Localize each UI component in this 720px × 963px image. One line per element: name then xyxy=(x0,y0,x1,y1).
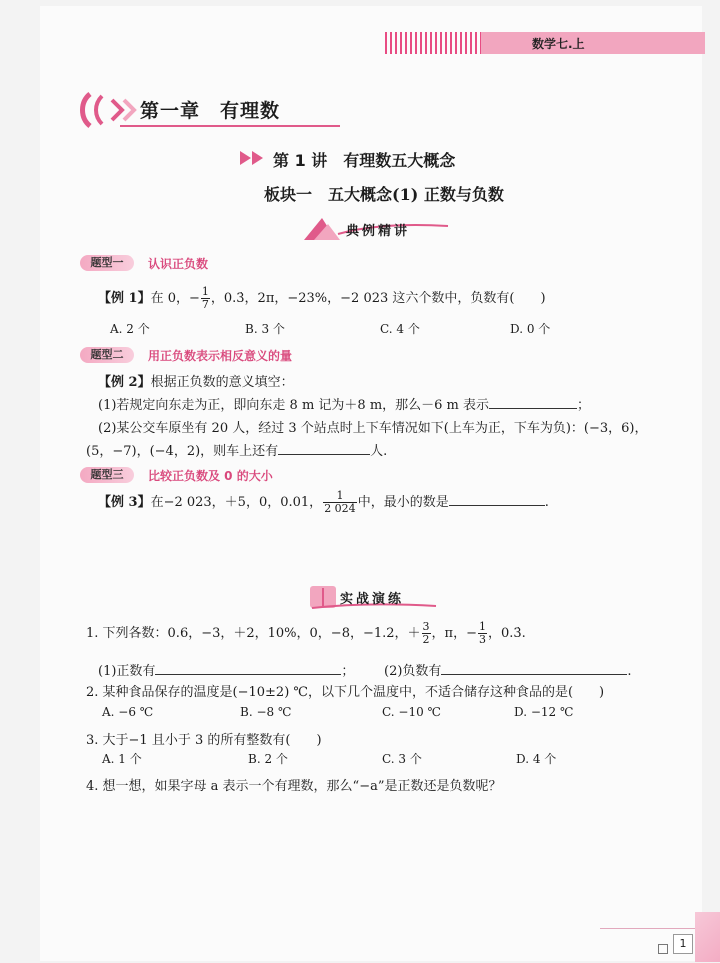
example-3-text-a: 在−2 023，＋5，0，0.01， xyxy=(150,495,323,510)
example-2-q2-line2 xyxy=(86,440,387,459)
fraction-numerator: 3 xyxy=(422,620,430,633)
answer-blank[interactable] xyxy=(155,662,341,675)
practice-q1 xyxy=(86,621,526,646)
topic-tag-1: 题型一 xyxy=(80,255,134,271)
practice-q3-option-b: B. 2 个 xyxy=(248,752,288,766)
fraction-denominator: 3 xyxy=(478,633,486,646)
example-2-label: 【例 2】 xyxy=(98,375,151,390)
example-2-q2-text: (5，−7)，(−4，2)，则车上还有 xyxy=(86,444,279,459)
practice-q2-option-d: D. −12 ℃ xyxy=(514,705,574,719)
fraction xyxy=(422,621,431,646)
practice-q1-sub2 xyxy=(384,660,632,679)
block-title: 板块一 五大概念(1) 正数与负数 xyxy=(264,185,504,204)
example-1-text-b: ，0.3̇，2π，−23%，−2 023 这六个数中，负数有( ) xyxy=(210,291,546,306)
section-label-practice: 实战演练 xyxy=(340,592,405,607)
header-hatch xyxy=(385,32,481,54)
footer-square-icon xyxy=(658,944,668,954)
lesson-title: 第 1 讲 有理数五大概念 xyxy=(273,151,456,170)
example-2-q2: (2)某公交车原坐有 20 人，经过 3 个站点时上下车情况如下(上车为正，下车为负)：(−3，6)， xyxy=(98,421,648,436)
practice-q3-option-a: A. 1 个 xyxy=(102,752,142,766)
double-arrow-icon xyxy=(238,149,268,167)
fraction-denominator: 2 024 xyxy=(324,502,356,515)
practice-q3: 3. 大于−1 且小于 3 的所有整数有( ) xyxy=(86,733,322,748)
answer-blank[interactable] xyxy=(449,493,545,506)
practice-q1-text-b: ，π，− xyxy=(431,626,477,641)
practice-q1-text-c: ，0.3̇. xyxy=(487,626,526,641)
topic-title-1: 认识正负数 xyxy=(148,257,209,271)
header-band xyxy=(481,32,705,54)
example-1 xyxy=(98,286,546,311)
topic-tag-2: 题型二 xyxy=(80,347,134,363)
example-3-end: . xyxy=(544,495,549,510)
answer-blank[interactable] xyxy=(278,442,370,455)
topic-tag-3: 题型三 xyxy=(80,467,134,483)
topic-title-3: 比较正负数及 0 的大小 xyxy=(148,469,273,483)
example-2 xyxy=(98,371,294,390)
example-1-label: 【例 1】 xyxy=(98,291,151,306)
fraction xyxy=(323,490,357,515)
fraction-numerator: 1 xyxy=(201,285,209,298)
fraction xyxy=(478,621,487,646)
page-corner-decoration xyxy=(695,912,720,962)
practice-q2: 2. 某种食品保存的温度是(−10±2) ℃，以下几个温度中，不适合储存这种食品的是( ) xyxy=(86,685,605,700)
fraction-denominator: 7 xyxy=(201,298,209,311)
practice-q2-option-c: C. −10 ℃ xyxy=(382,705,441,719)
example-3-text-b: 中，最小的数是 xyxy=(357,495,449,510)
fraction xyxy=(201,286,210,311)
practice-q3-option-c: C. 3 个 xyxy=(382,752,422,766)
practice-q4: 4. 想一想，如果字母 a 表示一个有理数，那么“−a”是正数还是负数呢？ xyxy=(86,779,502,794)
chapter-title: 第一章 有理数 xyxy=(140,100,281,122)
answer-blank[interactable] xyxy=(441,662,627,675)
practice-q1-sub1-label: (1)正数有 xyxy=(98,664,156,679)
example-2-text: 根据正负数的意义填空： xyxy=(150,375,294,390)
example-1-text-a: 在 0，− xyxy=(150,291,200,306)
practice-q2-option-b: B. −8 ℃ xyxy=(240,705,292,719)
example-3-label: 【例 3】 xyxy=(98,495,151,510)
answer-blank[interactable] xyxy=(489,396,577,409)
practice-q1-sub2-label: (2)负数有 xyxy=(384,664,442,679)
example-2-q1-end: ； xyxy=(577,398,591,413)
page xyxy=(40,6,702,961)
example-2-q1 xyxy=(98,394,590,413)
fraction-numerator: 1 xyxy=(323,490,357,503)
practice-q3-option-d: D. 4 个 xyxy=(516,752,557,766)
page-number: 1 xyxy=(673,934,693,954)
topic-title-2: 用正负数表示相反意义的量 xyxy=(148,349,293,363)
example-1-option-d: D. 0 个 xyxy=(510,322,551,336)
practice-q2-option-a: A. −6 ℃ xyxy=(102,705,154,719)
example-1-option-c: C. 4 个 xyxy=(380,322,420,336)
example-1-option-b: B. 3 个 xyxy=(245,322,285,336)
practice-q1-sub1 xyxy=(98,660,354,679)
example-3 xyxy=(98,490,549,515)
section-label-examples: 典例精讲 xyxy=(346,224,411,239)
practice-q1-sub2-end: . xyxy=(627,664,632,679)
example-2-q1-text: (1)若规定向东走为正，即向东走 8 m 记为＋8 m，那么－6 m 表示 xyxy=(98,398,490,413)
footer-line xyxy=(600,928,700,929)
practice-q1-text-a: 1. 下列各数：0.6，−3，＋2，10%，0，−8，−1.2，＋ xyxy=(86,626,421,641)
header-book-label: 数学七.上 xyxy=(532,37,585,51)
practice-q1-sub1-end: ； xyxy=(341,664,355,679)
chapter-underline xyxy=(120,125,340,127)
example-1-option-a: A. 2 个 xyxy=(110,322,150,336)
fraction-numerator: 1 xyxy=(478,620,486,633)
fraction-denominator: 2 xyxy=(422,633,430,646)
example-2-q2-end: 人. xyxy=(370,444,388,459)
